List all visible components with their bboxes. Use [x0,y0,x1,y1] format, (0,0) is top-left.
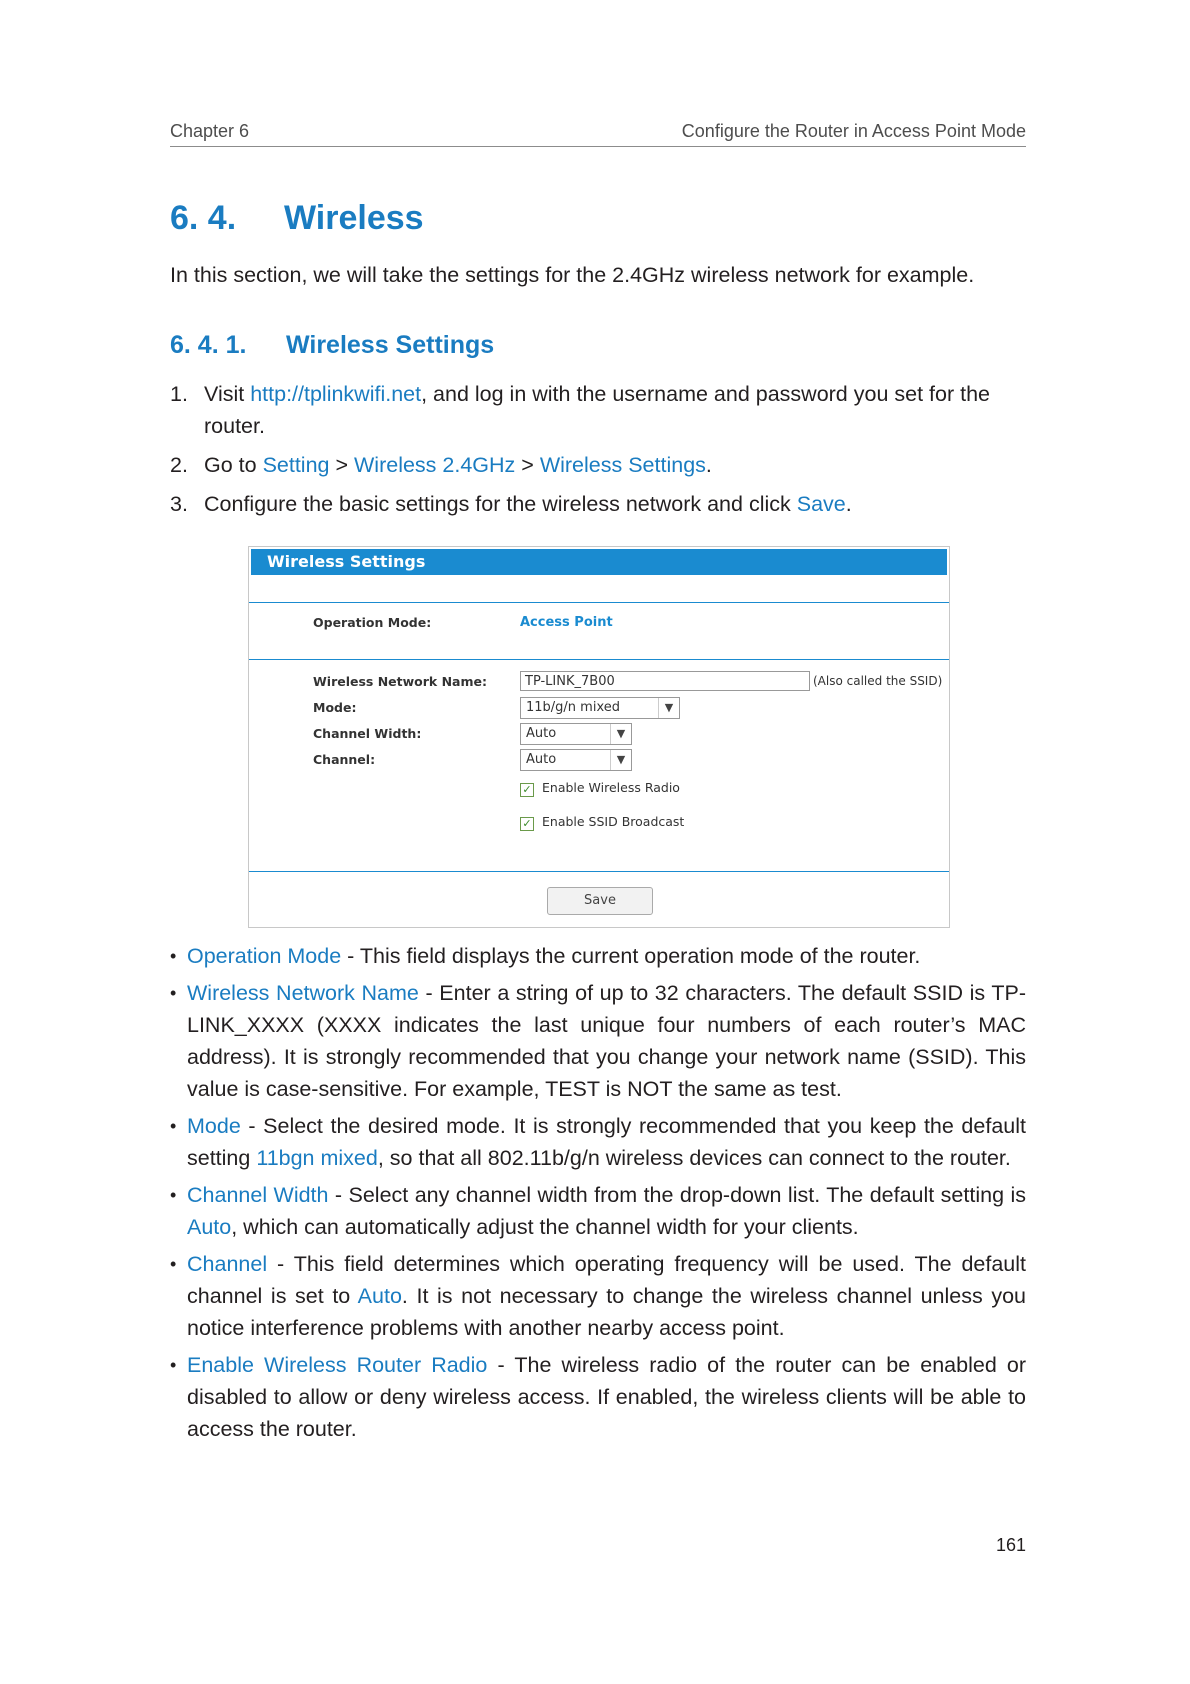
bullet-link: 11bgn mixed [256,1146,378,1170]
bullet-term: Operation Mode [187,944,342,968]
bullet-link: Auto [357,1284,402,1308]
enable-wireless-radio-label: Enable Wireless Radio [542,780,680,795]
checkmark-icon: ✓ [520,817,534,831]
section-number: 6. 4. [170,199,237,237]
step-number: 3. [170,492,188,516]
bullet-term: Channel Width [187,1183,329,1207]
save-link[interactable]: Save [796,492,846,516]
panel-title: Wireless Settings [251,549,947,575]
step-3 [170,488,1026,520]
path-separator: > [329,453,355,477]
channel-value: Auto [526,752,557,767]
bullet-text: . It is not necessary to change the wireless channel unless you notice interference problems with another nearby access point. [187,1284,1026,1340]
enable-ssid-broadcast-label: Enable SSID Broadcast [542,814,685,829]
bullet-text: - Select the desired mode. It is strongly recommended that you keep the default setting [187,1114,1026,1170]
bullet-text: - The wireless radio of the router can be enabled or disabled to allow or deny wireless access. If enabled, the wireless clients will be able to access the router. [187,1353,1026,1441]
subsection-title: Wireless Settings [286,331,495,359]
ssid-label: Wireless Network Name: [313,674,487,689]
bullet-text: - Select any channel width from the drop-down list. The default setting is [328,1183,1026,1207]
section-intro: In this section, we will take the settings for the 2.4GHz wireless network for example. [170,263,975,287]
chapter-label: Chapter 6 [170,121,250,141]
bullet-dot: • [170,946,177,966]
bullet-channel [170,1248,1026,1344]
panel-divider [249,602,949,603]
save-button[interactable]: Save [547,887,653,915]
bullet-text: , so that all 802.11b/g/n wireless devices can connect to the router. [377,1146,1011,1170]
step-list [170,378,1026,527]
bullet-text: - This field displays the current operation mode of the router. [341,944,921,968]
chevron-down-icon: ▼ [610,750,631,770]
enable-wireless-radio-checkbox[interactable] [520,780,680,797]
mode-label: Mode: [313,700,357,715]
mode-select[interactable] [520,697,680,719]
field-descriptions [170,940,1026,1450]
panel-divider [249,871,949,872]
channel-select[interactable] [520,749,632,771]
channel-width-select[interactable] [520,723,632,745]
path-separator: > [515,453,540,477]
step-text: Configure the basic settings for the wireless network and click [204,492,797,516]
wireless-24ghz-link[interactable]: Wireless 2.4GHz [354,453,516,477]
chevron-down-icon: ▼ [610,724,631,744]
bullet-dot: • [170,1355,177,1375]
step-text: Go to [204,453,263,477]
bullet-enable-wireless-router-radio [170,1349,1026,1445]
page-number: 161 [995,1535,1026,1555]
enable-ssid-broadcast-checkbox[interactable] [520,814,684,831]
mode-select-value: 11b/g/n mixed [526,700,620,715]
setting-link[interactable]: Setting [262,453,330,477]
subsection-heading [170,331,494,360]
channel-width-label: Channel Width: [313,726,422,741]
bullet-text: - Enter a string of up to 32 characters. The default SSID is TP-LINK_XXXX (XXXX indicates the last unique four numbers of each router’s MAC address). It is strongly recommended that you change your network name (SSID). This value is case-sensitive. For example, TEST is NOT the same as test. [187,981,1026,1101]
bullet-operation-mode [170,940,1026,972]
bullet-link: Auto [187,1215,232,1239]
bullet-dot: • [170,983,177,1003]
tplinkwifi-link[interactable]: http://tplinkwifi.net [250,382,422,406]
chevron-down-icon: ▼ [658,698,679,718]
section-heading [170,199,424,238]
bullet-term: Enable Wireless Router Radio [187,1353,488,1377]
bullet-text: - This field determines which operating frequency will be used. The default channel is set to [187,1252,1026,1308]
bullet-term: Channel [187,1252,268,1276]
channel-label: Channel: [313,752,376,767]
step-text: Visit [204,382,251,406]
bullet-dot: • [170,1116,177,1136]
wireless-settings-link[interactable]: Wireless Settings [539,453,706,477]
operation-mode-value: Access Point [520,615,613,630]
wireless-settings-screenshot [248,546,950,928]
bullet-term: Wireless Network Name [187,981,419,1005]
ssid-note: (Also called the SSID) [813,674,943,688]
step-1 [170,378,1026,442]
bullet-term: Mode [187,1114,241,1138]
step-number: 2. [170,453,188,477]
ssid-input[interactable]: TP-LINK_7B00 [520,671,810,691]
checkmark-icon: ✓ [520,783,534,797]
bullet-channel-width [170,1179,1026,1243]
bullet-mode [170,1110,1026,1174]
channel-width-value: Auto [526,726,557,741]
section-title: Wireless [284,199,424,237]
step-text: . [705,453,712,477]
bullet-wireless-network-name [170,977,1026,1105]
page-header [170,121,1026,147]
bullet-text: , which can automatically adjust the channel width for your clients. [231,1215,859,1239]
step-text: . [845,492,852,516]
step-number: 1. [170,382,188,406]
operation-mode-label: Operation Mode: [313,615,432,630]
step-2 [170,449,1026,481]
bullet-dot: • [170,1185,177,1205]
chapter-title: Configure the Router in Access Point Mode [681,121,1026,141]
bullet-dot: • [170,1254,177,1274]
step-text: , and log in with the username and password you set for the router. [204,382,990,438]
panel-divider [249,659,949,660]
subsection-number: 6. 4. 1. [170,331,247,359]
